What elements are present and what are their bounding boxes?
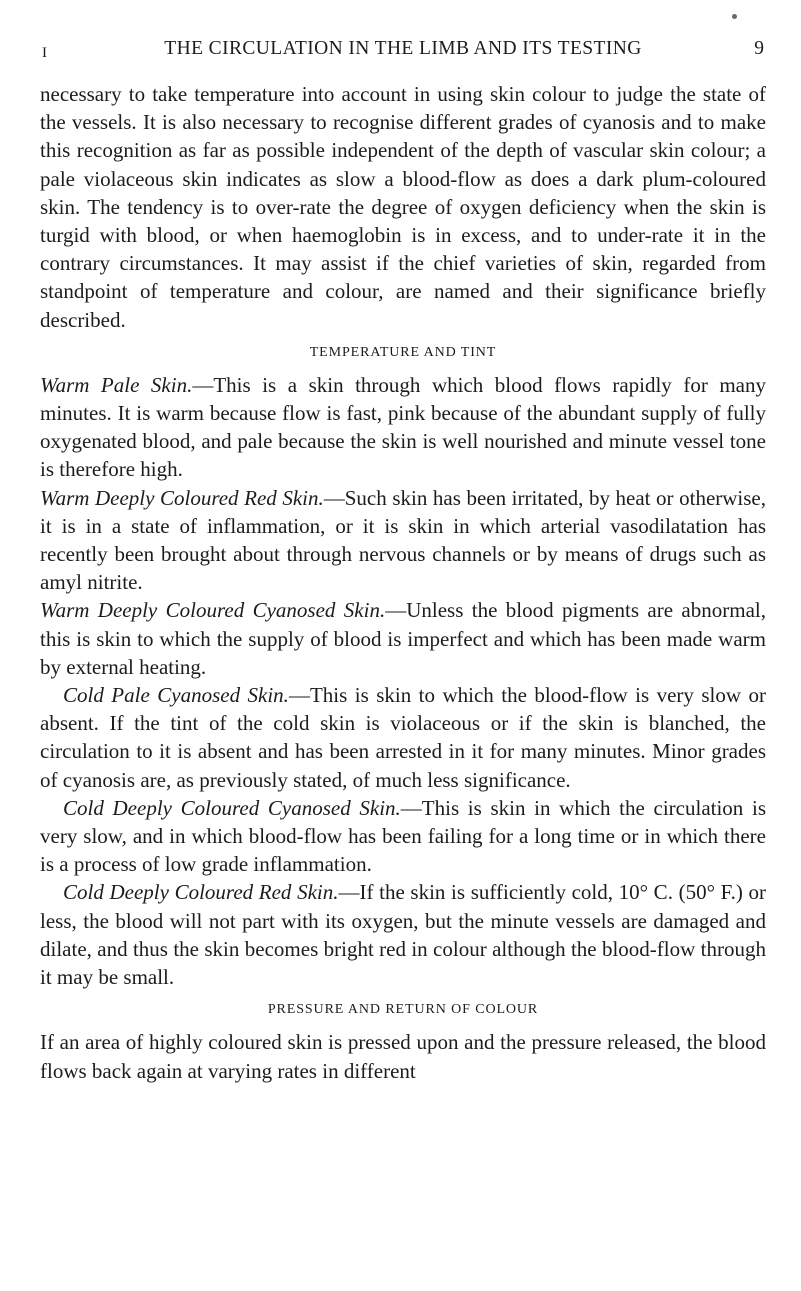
entry-term: Cold Deeply Coloured Cyanosed Skin. [63, 795, 401, 820]
entry-term: Warm Deeply Coloured Red Skin. [40, 485, 324, 510]
running-head [40, 38, 766, 62]
page-number: 9 [754, 38, 764, 59]
entry-warm-pale-skin [40, 371, 766, 484]
entry-term: Warm Pale Skin. [40, 372, 193, 397]
entry-warm-deeply-coloured-red-skin [40, 484, 766, 597]
entry-cold-pale-cyanosed-skin [40, 681, 766, 794]
entry-term: Cold Pale Cyanosed Skin. [63, 683, 289, 708]
entry-warm-deeply-coloured-cyanosed-skin [40, 596, 766, 681]
running-title: THE CIRCULATION IN THE LIMB AND ITS TESTING [164, 38, 642, 59]
entry-text: —This is a skin through which blood flows rapidly for many minutes. It is warm because flow is fast, pink because of the abundant supply of fully oxygenated blood, and pale because the skin is well nourished and minute vessel tone is therefore high. [40, 372, 766, 482]
entry-text: —This is skin to which the blood-flow is very slow or absent. If the tint of the cold skin is violaceous or if the skin is blanched, the circulation to it is absent and has been arrested in it for many minutes. Minor grades of cyanosis are, as previously stated, of much less significance. [40, 683, 766, 792]
intro-paragraph: necessary to take temperature into account in using skin colour to judge the state of the vessels. It is also necessary to recognise different grades of cyanosis and to make this recognition as far as possible independent of the depth of vascular skin colour; a pale violaceous skin indicates as slow a blood-flow as does a dark plum-coloured skin. The tendency is to over-rate the degree of oxygen deficiency when the skin is turgid with blood, or when haemoglobin is in excess, and to under-rate it in the contrary circumstances. It may assist if the chief varieties of skin, regarded from standpoint of temperature and colour, are named and their significance briefly described. [40, 82, 766, 332]
section-heading-temperature-and-tint: TEMPERATURE AND TINT [309, 344, 497, 360]
page-speck [732, 14, 737, 19]
section-heading-pressure-and-return-of-colour: PRESSURE AND RETURN OF COLOUR [267, 1002, 539, 1018]
entry-term: Cold Deeply Coloured Red Skin. [63, 880, 339, 905]
entry-text: —This is skin in which the circulation is very slow, and in which blood-flow has been failing for a long time or in which there is a process of low grade inflammation. [40, 795, 766, 877]
body-text [40, 80, 766, 1085]
entry-cold-deeply-coloured-cyanosed-skin [40, 794, 766, 879]
entry-text: —If the skin is sufficiently cold, 10° C. (50° F.) or less, the blood will not part with its oxygen, but the minute vessels are damaged and dilate, and thus the skin becomes bright red in colour although the blood-flow through it may be small. [40, 880, 766, 990]
chapter-number: I [42, 45, 48, 61]
entry-cold-deeply-coloured-red-skin [40, 878, 766, 991]
entry-term: Warm Deeply Coloured Cyanosed Skin. [40, 598, 386, 623]
pressure-paragraph: If an area of highly coloured skin is pressed upon and the pressure released, the blood flows back again at varying rates in different [40, 1030, 766, 1083]
entry-text: —Such skin has been irritated, by heat or otherwise, it is in a state of inflammation, or it is skin in which arterial vasodilatation has recently been brought about through nervous channels or by means of drugs such as amyl nitrite. [40, 485, 766, 595]
entry-text: —Unless the blood pigments are abnormal, this is skin to which the supply of blood is imperfect and which has been made warm by external heating. [40, 598, 766, 679]
